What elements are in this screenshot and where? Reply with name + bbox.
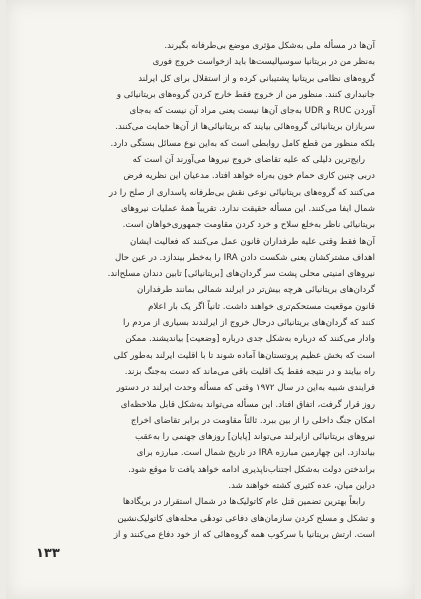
- page-number: ۱۳۳: [36, 546, 60, 561]
- paragraph: رابعاً بهترین تضمین قتل عام کاتولیک‌ها در شمال استقرار در بریگادها و تشکل و مسلح کردن سازمان‌های دفاعی تودهٔی محله‌های کاتولیک‌نشین است. ارتش بریتانیا با سرکوب همه گروه‌هائی که از خود دفاع می‌کنند و از: [113, 497, 375, 540]
- body-text: [39, 38, 375, 543]
- book-page: [6, 0, 415, 599]
- paragraph: آن‌ها در مسأله ملی به‌شکل مؤثری موضع بی‌طرفانه بگیرند. به‌نظر من در بریتانیا سوسیالیست‌ها باید ازخواست خروج فوری گروه‌های نظامی بریتانیا پشتیبانی کرده و از استقلال برای کل ایرلند جانبداری کنند. منظور من از خروج فقط خارج کردن گروه‌های بریتانیائی و آوردن RUC و UDR به‌جای آن‌ها نیست یعنی مراد آن نیست که به‌جای سربازان بریتانیائی گروه‌هائی بیایند که بریتانیائی‌ها از آن‌ها حمایت می‌کنند. بلکه منظور من قطع کامل روابطی است که به‌این نوع مسائل بستگی دارد.: [110, 41, 375, 149]
- paragraph: رایج‌ترین دلیلی که علیه تقاضای خروج نیروها می‌آورند آن است که دربی چنین کاری حمام خون به‌راه خواهد افتاد. مدعیان این نظریه فرض می‌کنند که گروه‌های بریتانیائی نوعی نقش بی‌طرفانه پاسداری از صلح را در شمال ایفا می‌کنند. این مسأله حقیقت ندارد. تقریباً همهٔ عملیات نیروهای بریتانیائی ناظر به‌خلع سلاح و خرد کردن مقاومت جمهوری‌خواهان است. آن‌ها فقط وقتی علیه طرفداران قانون عمل می‌کنند که فعالیت ایشان اهداف مشترکشان یعنی شکست دادن IRA را به‌خطر بیندازد. در عین حال نیروهای امنیتی محلی پشت سر گردان‌های [بریتانیائی] تابین دندان مسلح‌اند. گردان‌های بریتانیائی هرچه بیش‌تر در ایرلند شمالی بمانند طرفداران قانون موقعیت مستحکم‌تری خواهند داشت. ثانیاً اگر یک بار اعلام کنند که گردان‌های بریتانیائی درحال خروج از ایرلند‌ند بسیاری از مردم را وادار می‌کنند که درباره به‌شکل جدی درباره [وضعیت] بیاندیشند. ممکن است که بخش عظیم پروتستان‌ها آماده شوند تا با اقلیت ایرلند به‌طور کلی راه بیایند و در نتیجه فقط یک اقلیت باقی می‌ماند که دست به‌جنگ بزند. فرایندی شبیه به‌این در سال ۱۹۷۲ وقتی که مسأله وحدت ایرلند در دستور روز قرار گرفت، اتفاق افتاد. این مسأله می‌تواند به‌شکل قابل ملاحظه‌ای امکان جنگ داخلی را از بین ببرد. ثالثاً مقاومت در برابر تقاضای اخراج نیروهای بریتانیائی ازایرلند می‌تواند [پایان] روزهای جهنمی را به‌عقب بیاندازد. این چهارمین مبارزه IRA در تاریخ شمال است. مبارزه برای براندختن دولت به‌شکل اجتناب‌ناپذیری ادامه خواهد یافت تا موقع شود. دراین میان، عده کثیری کشته خواهند شد.: [107, 155, 375, 492]
